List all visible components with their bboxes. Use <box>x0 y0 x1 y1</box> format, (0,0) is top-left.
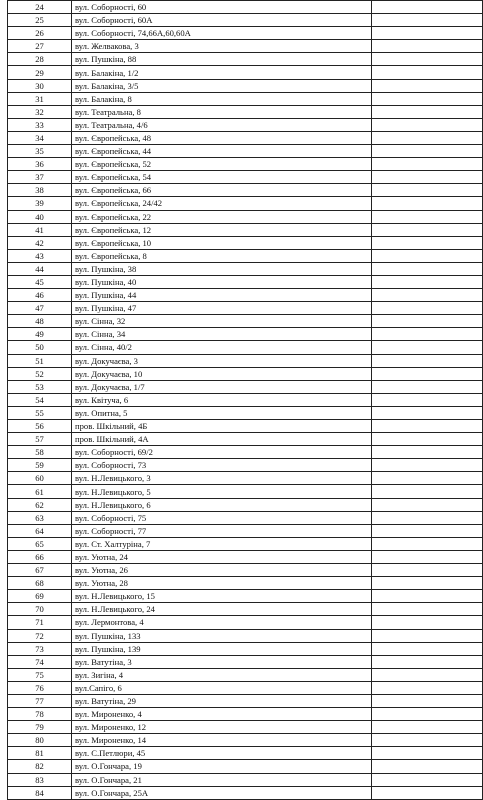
row-address: вул. Європейська, 22 <box>72 210 372 223</box>
table-row <box>8 433 483 446</box>
row-address: пров. Шкільний, 4А <box>72 433 372 446</box>
row-address: вул. Пушкіна, 40 <box>72 275 372 288</box>
table-row <box>8 262 483 275</box>
row-empty-cell <box>372 354 483 367</box>
row-empty-cell <box>372 1 483 14</box>
row-number: 26 <box>8 27 72 40</box>
row-number: 79 <box>8 721 72 734</box>
row-address: вул. Ватутіна, 3 <box>72 655 372 668</box>
table-row <box>8 459 483 472</box>
row-empty-cell <box>372 315 483 328</box>
table-row <box>8 537 483 550</box>
row-address: вул. Докучаєва, 1/7 <box>72 380 372 393</box>
row-empty-cell <box>372 40 483 53</box>
row-address: вул. Н.Левицького, 3 <box>72 472 372 485</box>
table-row <box>8 773 483 786</box>
row-number: 54 <box>8 393 72 406</box>
row-address: вул. Ватутіна, 29 <box>72 694 372 707</box>
table-row <box>8 315 483 328</box>
row-address: вул. О.Гончара, 19 <box>72 760 372 773</box>
table-row <box>8 446 483 459</box>
row-empty-cell <box>372 302 483 315</box>
table-row <box>8 289 483 302</box>
table-row <box>8 577 483 590</box>
row-empty-cell <box>372 721 483 734</box>
table-row <box>8 629 483 642</box>
table-row <box>8 550 483 563</box>
table-row <box>8 367 483 380</box>
table-row <box>8 420 483 433</box>
row-empty-cell <box>372 511 483 524</box>
row-number: 74 <box>8 655 72 668</box>
table-row <box>8 734 483 747</box>
row-address: вул. Докучаєва, 10 <box>72 367 372 380</box>
row-address: вул. Європейська, 48 <box>72 131 372 144</box>
table-row <box>8 184 483 197</box>
row-empty-cell <box>372 197 483 210</box>
row-number: 57 <box>8 433 72 446</box>
row-number: 38 <box>8 184 72 197</box>
row-number: 47 <box>8 302 72 315</box>
row-empty-cell <box>372 420 483 433</box>
table-row <box>8 760 483 773</box>
row-number: 41 <box>8 223 72 236</box>
row-empty-cell <box>372 406 483 419</box>
row-number: 78 <box>8 708 72 721</box>
row-address: вул. С.Петлюри, 45 <box>72 747 372 760</box>
table-row <box>8 249 483 262</box>
row-number: 64 <box>8 524 72 537</box>
row-empty-cell <box>372 328 483 341</box>
table-row <box>8 655 483 668</box>
row-empty-cell <box>372 367 483 380</box>
table-row <box>8 79 483 92</box>
row-empty-cell <box>372 145 483 158</box>
table-row <box>8 485 483 498</box>
table-row <box>8 786 483 799</box>
row-empty-cell <box>372 459 483 472</box>
row-empty-cell <box>372 105 483 118</box>
row-address: вул. Театральна, 8 <box>72 105 372 118</box>
table-row <box>8 590 483 603</box>
row-empty-cell <box>372 564 483 577</box>
row-address: вул. Балакіна, 1/2 <box>72 66 372 79</box>
row-address: вул. Європейська, 66 <box>72 184 372 197</box>
row-empty-cell <box>372 616 483 629</box>
row-number: 65 <box>8 537 72 550</box>
table-row <box>8 393 483 406</box>
row-address: вул. Сінна, 34 <box>72 328 372 341</box>
row-address: вул. Балакіна, 3/5 <box>72 79 372 92</box>
row-number: 29 <box>8 66 72 79</box>
row-number: 27 <box>8 40 72 53</box>
table-row <box>8 642 483 655</box>
row-empty-cell <box>372 210 483 223</box>
row-empty-cell <box>372 171 483 184</box>
row-address: вул. Соборності, 74,66А,60,60А <box>72 27 372 40</box>
address-table <box>7 0 483 800</box>
row-address: вул. Пушкіна, 44 <box>72 289 372 302</box>
table-row <box>8 681 483 694</box>
row-number: 30 <box>8 79 72 92</box>
row-empty-cell <box>372 393 483 406</box>
row-number: 43 <box>8 249 72 262</box>
row-number: 72 <box>8 629 72 642</box>
table-row <box>8 694 483 707</box>
row-address: вул. О.Гончара, 21 <box>72 773 372 786</box>
row-address: вул. Балакіна, 8 <box>72 92 372 105</box>
row-empty-cell <box>372 590 483 603</box>
row-empty-cell <box>372 524 483 537</box>
table-row <box>8 341 483 354</box>
row-address: вул. Зигіна, 4 <box>72 668 372 681</box>
row-empty-cell <box>372 629 483 642</box>
row-number: 32 <box>8 105 72 118</box>
row-empty-cell <box>372 668 483 681</box>
row-number: 83 <box>8 773 72 786</box>
row-number: 69 <box>8 590 72 603</box>
row-empty-cell <box>372 485 483 498</box>
row-empty-cell <box>372 747 483 760</box>
table-row <box>8 406 483 419</box>
table-row <box>8 14 483 27</box>
row-number: 59 <box>8 459 72 472</box>
row-number: 53 <box>8 380 72 393</box>
row-number: 56 <box>8 420 72 433</box>
table-row <box>8 145 483 158</box>
row-number: 40 <box>8 210 72 223</box>
table-row <box>8 197 483 210</box>
row-number: 71 <box>8 616 72 629</box>
table-row <box>8 92 483 105</box>
row-empty-cell <box>372 53 483 66</box>
row-address: вул. Європейська, 44 <box>72 145 372 158</box>
row-address: вул. Сінна, 32 <box>72 315 372 328</box>
table-row <box>8 223 483 236</box>
row-number: 28 <box>8 53 72 66</box>
row-address: вул. Квітуча, 6 <box>72 393 372 406</box>
row-number: 48 <box>8 315 72 328</box>
row-number: 70 <box>8 603 72 616</box>
row-number: 75 <box>8 668 72 681</box>
table-row <box>8 40 483 53</box>
row-address: вул.Сапіго, 6 <box>72 681 372 694</box>
row-number: 42 <box>8 236 72 249</box>
row-address: вул. Мироненко, 12 <box>72 721 372 734</box>
row-empty-cell <box>372 380 483 393</box>
row-empty-cell <box>372 262 483 275</box>
row-empty-cell <box>372 537 483 550</box>
row-address: вул. Н.Левицького, 15 <box>72 590 372 603</box>
row-address: вул. Театральна, 4/6 <box>72 118 372 131</box>
row-address: вул. Н.Левицького, 5 <box>72 485 372 498</box>
row-empty-cell <box>372 655 483 668</box>
row-address: пров. Шкільний, 4Б <box>72 420 372 433</box>
row-number: 61 <box>8 485 72 498</box>
row-number: 25 <box>8 14 72 27</box>
row-number: 73 <box>8 642 72 655</box>
row-address: вул. Пушкіна, 47 <box>72 302 372 315</box>
table-row <box>8 721 483 734</box>
table-row <box>8 131 483 144</box>
table-row <box>8 302 483 315</box>
row-number: 37 <box>8 171 72 184</box>
row-address: вул. Ст. Халтуріна, 7 <box>72 537 372 550</box>
table-row <box>8 472 483 485</box>
table-row <box>8 354 483 367</box>
row-address: вул. Уютна, 24 <box>72 550 372 563</box>
row-empty-cell <box>372 773 483 786</box>
row-address: вул. Мироненко, 4 <box>72 708 372 721</box>
row-number: 39 <box>8 197 72 210</box>
row-number: 33 <box>8 118 72 131</box>
row-empty-cell <box>372 118 483 131</box>
row-empty-cell <box>372 92 483 105</box>
row-address: вул. Уютна, 28 <box>72 577 372 590</box>
table-row <box>8 275 483 288</box>
row-empty-cell <box>372 786 483 799</box>
row-address: вул. Докучаєва, 3 <box>72 354 372 367</box>
row-empty-cell <box>372 498 483 511</box>
row-empty-cell <box>372 760 483 773</box>
row-number: 31 <box>8 92 72 105</box>
row-number: 24 <box>8 1 72 14</box>
row-number: 44 <box>8 262 72 275</box>
row-empty-cell <box>372 341 483 354</box>
row-empty-cell <box>372 275 483 288</box>
table-row <box>8 708 483 721</box>
row-empty-cell <box>372 472 483 485</box>
row-number: 58 <box>8 446 72 459</box>
row-empty-cell <box>372 27 483 40</box>
row-address: вул. Соборності, 75 <box>72 511 372 524</box>
row-address: вул. Пушкіна, 38 <box>72 262 372 275</box>
address-table-body <box>8 1 483 800</box>
row-address: вул. Пушкіна, 133 <box>72 629 372 642</box>
row-number: 68 <box>8 577 72 590</box>
table-row <box>8 171 483 184</box>
row-number: 50 <box>8 341 72 354</box>
row-number: 60 <box>8 472 72 485</box>
row-address: вул. Сінна, 40/2 <box>72 341 372 354</box>
row-empty-cell <box>372 223 483 236</box>
table-row <box>8 498 483 511</box>
row-address: вул. Соборності, 77 <box>72 524 372 537</box>
table-row <box>8 53 483 66</box>
row-number: 55 <box>8 406 72 419</box>
row-empty-cell <box>372 446 483 459</box>
row-empty-cell <box>372 236 483 249</box>
row-empty-cell <box>372 681 483 694</box>
row-address: вул. Уютна, 26 <box>72 564 372 577</box>
table-row <box>8 524 483 537</box>
row-number: 46 <box>8 289 72 302</box>
row-number: 67 <box>8 564 72 577</box>
row-empty-cell <box>372 577 483 590</box>
row-number: 66 <box>8 550 72 563</box>
row-address: вул. Соборності, 69/2 <box>72 446 372 459</box>
row-address: вул. Лермонтова, 4 <box>72 616 372 629</box>
row-address: вул. Пушкіна, 139 <box>72 642 372 655</box>
row-number: 80 <box>8 734 72 747</box>
row-empty-cell <box>372 603 483 616</box>
table-row <box>8 105 483 118</box>
row-address: вул. Європейська, 8 <box>72 249 372 262</box>
row-address: вул. Опитна, 5 <box>72 406 372 419</box>
row-address: вул. Пушкіна, 88 <box>72 53 372 66</box>
row-address: вул. О.Гончара, 25А <box>72 786 372 799</box>
row-number: 63 <box>8 511 72 524</box>
table-row <box>8 236 483 249</box>
row-number: 52 <box>8 367 72 380</box>
row-empty-cell <box>372 158 483 171</box>
row-address: вул. Європейська, 54 <box>72 171 372 184</box>
row-empty-cell <box>372 79 483 92</box>
row-address: вул. Н.Левицького, 6 <box>72 498 372 511</box>
row-empty-cell <box>372 14 483 27</box>
row-address: вул. Н.Левицького, 24 <box>72 603 372 616</box>
table-row <box>8 380 483 393</box>
row-empty-cell <box>372 694 483 707</box>
table-row <box>8 616 483 629</box>
row-empty-cell <box>372 708 483 721</box>
row-address: вул. Мироненко, 14 <box>72 734 372 747</box>
row-number: 34 <box>8 131 72 144</box>
row-address: вул. Соборності, 73 <box>72 459 372 472</box>
table-row <box>8 66 483 79</box>
table-row <box>8 118 483 131</box>
row-number: 82 <box>8 760 72 773</box>
table-row <box>8 603 483 616</box>
row-number: 62 <box>8 498 72 511</box>
row-address: вул. Європейська, 12 <box>72 223 372 236</box>
row-empty-cell <box>372 249 483 262</box>
row-number: 76 <box>8 681 72 694</box>
table-row <box>8 1 483 14</box>
row-address: вул. Європейська, 10 <box>72 236 372 249</box>
row-number: 35 <box>8 145 72 158</box>
row-number: 49 <box>8 328 72 341</box>
row-address: вул. Желвакова, 3 <box>72 40 372 53</box>
table-row <box>8 747 483 760</box>
row-empty-cell <box>372 131 483 144</box>
table-row <box>8 668 483 681</box>
row-empty-cell <box>372 734 483 747</box>
row-number: 51 <box>8 354 72 367</box>
table-row <box>8 27 483 40</box>
row-empty-cell <box>372 642 483 655</box>
table-row <box>8 328 483 341</box>
row-number: 45 <box>8 275 72 288</box>
table-row <box>8 564 483 577</box>
row-number: 36 <box>8 158 72 171</box>
row-address: вул. Європейська, 52 <box>72 158 372 171</box>
table-row <box>8 158 483 171</box>
table-row <box>8 511 483 524</box>
row-empty-cell <box>372 550 483 563</box>
row-number: 84 <box>8 786 72 799</box>
row-number: 77 <box>8 694 72 707</box>
table-row <box>8 210 483 223</box>
row-empty-cell <box>372 66 483 79</box>
row-empty-cell <box>372 289 483 302</box>
row-address: вул. Соборності, 60А <box>72 14 372 27</box>
row-empty-cell <box>372 433 483 446</box>
row-address: вул. Соборності, 60 <box>72 1 372 14</box>
row-empty-cell <box>372 184 483 197</box>
row-address: вул. Європейська, 24/42 <box>72 197 372 210</box>
row-number: 81 <box>8 747 72 760</box>
